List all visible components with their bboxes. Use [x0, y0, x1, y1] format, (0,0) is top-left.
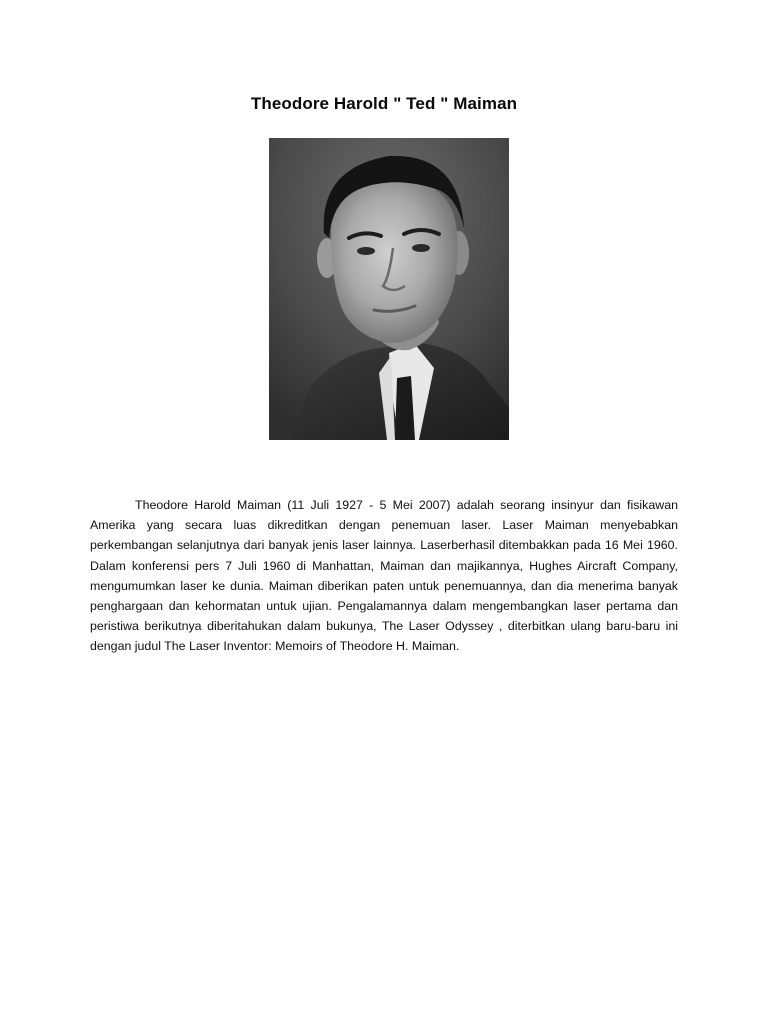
page-title: Theodore Harold " Ted " Maiman	[250, 94, 518, 113]
biography-paragraph: Theodore Harold Maiman (11 Juli 1927 - 5 Mei 2007) adalah seorang insinyur dan fisikawan Amerika yang secara luas dikreditkan dengan penemuan laser. Laser Maiman menyebabkan perkembangan selanjutnya dari banyak jenis laser lainnya. Laserberhasil ditembakkan pada 16 Mei 1960. Dalam konferensi pers 7 Juli 1960 di Manhattan, Maiman dan majikannya, Hughes Aircraft Company, mengumumkan laser ke dunia. Maiman diberikan paten untuk penemuannya, dan dia menerima banyak penghargaan dan kehormatan untuk ujian. Pengalamannya dalam mengembangkan laser pertama dan peristiwa berikutnya diberitahukan dalam bukunya, The Laser Odyssey , diterbitkan ulang baru-baru ini dengan judul The Laser Inventor: Memoirs of Theodore H. Maiman.	[90, 498, 678, 654]
portrait-photo	[269, 138, 509, 440]
